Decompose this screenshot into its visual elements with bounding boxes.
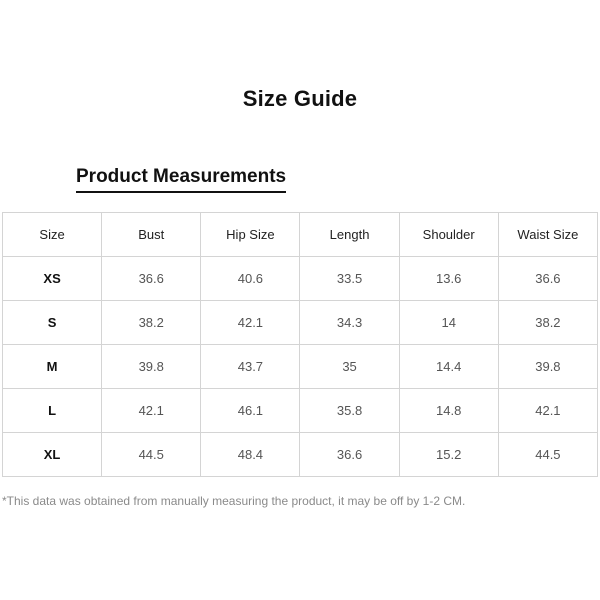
- header-cell: Shoulder: [399, 213, 498, 257]
- length-cell: 34.3: [300, 301, 399, 345]
- table-row: [3, 257, 598, 301]
- length-cell: 36.6: [300, 433, 399, 477]
- footnote: *This data was obtained from manually measuring the product, it may be off by 1-2 CM.: [2, 494, 466, 508]
- header-cell: Bust: [102, 213, 201, 257]
- size-cell: XS: [3, 257, 102, 301]
- table-row: [3, 345, 598, 389]
- bust-cell: 44.5: [102, 433, 201, 477]
- bust-cell: 36.6: [102, 257, 201, 301]
- header-cell: Hip Size: [201, 213, 300, 257]
- size-cell: XL: [3, 433, 102, 477]
- shoulder-cell: 15.2: [399, 433, 498, 477]
- waist-size-cell: 44.5: [498, 433, 597, 477]
- bust-cell: 42.1: [102, 389, 201, 433]
- header-cell: Waist Size: [498, 213, 597, 257]
- bust-cell: 39.8: [102, 345, 201, 389]
- header-cell: Length: [300, 213, 399, 257]
- hip-size-cell: 40.6: [201, 257, 300, 301]
- waist-size-cell: 36.6: [498, 257, 597, 301]
- length-cell: 33.5: [300, 257, 399, 301]
- waist-size-cell: 38.2: [498, 301, 597, 345]
- length-cell: 35.8: [300, 389, 399, 433]
- waist-size-cell: 42.1: [498, 389, 597, 433]
- table-row: [3, 433, 598, 477]
- header-cell: Size: [3, 213, 102, 257]
- table-row: [3, 301, 598, 345]
- size-cell: S: [3, 301, 102, 345]
- measurements-table: [2, 212, 598, 477]
- size-cell: M: [3, 345, 102, 389]
- size-cell: L: [3, 389, 102, 433]
- page-title: Size Guide: [242, 86, 358, 111]
- bust-cell: 38.2: [102, 301, 201, 345]
- section-title: Product Measurements: [76, 166, 286, 193]
- shoulder-cell: 14: [399, 301, 498, 345]
- table-row: [3, 389, 598, 433]
- waist-size-cell: 39.8: [498, 345, 597, 389]
- shoulder-cell: 14.4: [399, 345, 498, 389]
- hip-size-cell: 42.1: [201, 301, 300, 345]
- shoulder-cell: 14.8: [399, 389, 498, 433]
- hip-size-cell: 46.1: [201, 389, 300, 433]
- measurements-table-container: [2, 212, 598, 477]
- hip-size-cell: 43.7: [201, 345, 300, 389]
- shoulder-cell: 13.6: [399, 257, 498, 301]
- table-header-row: [3, 213, 598, 257]
- hip-size-cell: 48.4: [201, 433, 300, 477]
- length-cell: 35: [300, 345, 399, 389]
